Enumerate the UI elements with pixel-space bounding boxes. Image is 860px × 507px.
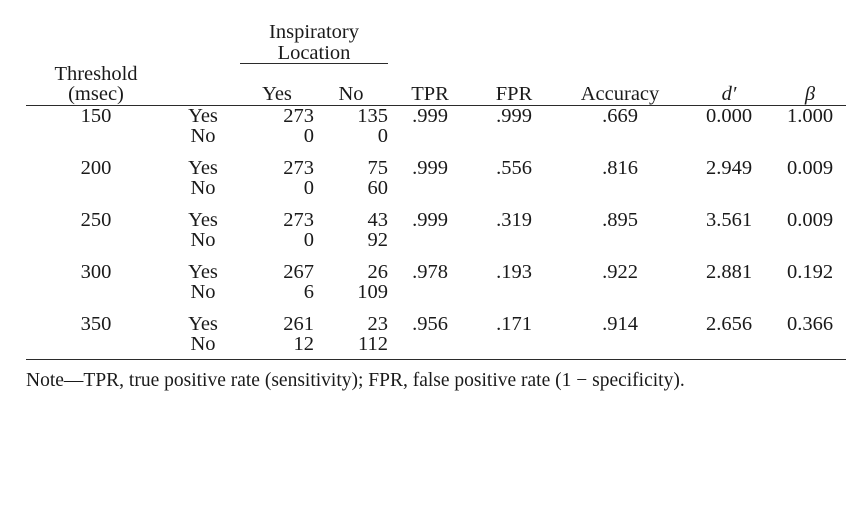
cell-dprime: 2.881 bbox=[705, 260, 753, 283]
cell-accuracy: .895 bbox=[602, 208, 638, 231]
cell-threshold-blank bbox=[26, 230, 166, 251]
spacer-cell bbox=[684, 22, 774, 64]
cell-no: 60 bbox=[367, 177, 389, 199]
cell-threshold-blank bbox=[26, 282, 166, 303]
cell-tpr bbox=[388, 126, 472, 147]
cell-dprime bbox=[684, 334, 774, 355]
table-row bbox=[26, 106, 846, 127]
spacer-cell bbox=[472, 22, 556, 64]
group-gap bbox=[26, 303, 846, 314]
cell-yes: 0 bbox=[303, 177, 314, 199]
cell-fpr: .556 bbox=[496, 156, 532, 179]
cell-yes: 0 bbox=[303, 229, 314, 251]
cell-fpr: .193 bbox=[496, 260, 532, 283]
cell-tpr: .999 bbox=[412, 208, 448, 231]
cell-yes: 267 bbox=[283, 260, 314, 283]
group-gap bbox=[26, 199, 846, 210]
cell-dprime bbox=[684, 178, 774, 199]
column-header-threshold bbox=[26, 64, 166, 106]
cell-response: No bbox=[190, 281, 216, 303]
cell-dprime bbox=[684, 230, 774, 251]
table-row bbox=[26, 158, 846, 179]
cell-tpr bbox=[388, 230, 472, 251]
group-header-inspiratory-location bbox=[240, 22, 388, 64]
table-row bbox=[26, 210, 846, 231]
table-row bbox=[26, 314, 846, 335]
table-row bbox=[26, 282, 846, 303]
cell-threshold: 300 bbox=[80, 260, 112, 283]
cell-dprime: 2.949 bbox=[705, 156, 753, 179]
cell-no: 75 bbox=[367, 156, 389, 179]
cell-no: 92 bbox=[367, 229, 389, 251]
table-note: Note—TPR, true positive rate (sensitivity); FPR, false positive rate (1 − specificity). bbox=[26, 369, 685, 391]
cell-dprime bbox=[684, 282, 774, 303]
cell-fpr bbox=[472, 230, 556, 251]
cell-tpr: .999 bbox=[412, 104, 448, 127]
cell-no: 109 bbox=[357, 281, 389, 303]
cell-beta: 0.009 bbox=[786, 208, 834, 231]
group-header-line2: Location bbox=[277, 41, 351, 64]
column-header-threshold-line2: (msec) bbox=[68, 83, 124, 105]
cell-accuracy bbox=[556, 230, 684, 251]
cell-accuracy: .669 bbox=[602, 104, 638, 127]
cell-tpr bbox=[388, 282, 472, 303]
cell-response: No bbox=[190, 125, 216, 147]
cell-response: Yes bbox=[188, 156, 218, 179]
group-gap bbox=[26, 147, 846, 158]
cell-no: 26 bbox=[367, 260, 389, 283]
cell-yes: 273 bbox=[283, 156, 314, 179]
table-row bbox=[26, 334, 846, 355]
group-header-row bbox=[26, 22, 846, 64]
cell-fpr: .171 bbox=[496, 312, 532, 335]
column-header-beta: β bbox=[804, 83, 816, 105]
column-header-no: No bbox=[338, 83, 364, 105]
cell-yes: 273 bbox=[283, 208, 314, 231]
cell-no: 23 bbox=[367, 312, 389, 335]
cell-dprime: 0.000 bbox=[705, 104, 753, 127]
column-header-tpr: TPR bbox=[411, 83, 449, 105]
cell-threshold: 150 bbox=[80, 104, 112, 127]
spacer-cell bbox=[26, 22, 166, 64]
cell-response: Yes bbox=[188, 260, 218, 283]
cell-accuracy bbox=[556, 334, 684, 355]
cell-response: No bbox=[190, 333, 216, 355]
group-gap bbox=[26, 251, 846, 262]
cell-no: 43 bbox=[367, 208, 389, 231]
cell-response: Yes bbox=[188, 208, 218, 231]
column-header-row bbox=[26, 64, 846, 106]
column-header-accuracy: Accuracy bbox=[580, 83, 660, 105]
spacer-cell bbox=[166, 22, 240, 64]
cell-response: No bbox=[190, 229, 216, 251]
spacer-cell bbox=[556, 22, 684, 64]
column-header-yes: Yes bbox=[262, 83, 292, 105]
column-header-fpr: FPR bbox=[495, 83, 533, 105]
table-row bbox=[26, 262, 846, 283]
cell-fpr: .319 bbox=[496, 208, 532, 231]
cell-fpr bbox=[472, 178, 556, 199]
cell-beta: 1.000 bbox=[786, 104, 834, 127]
spacer-cell bbox=[388, 22, 472, 64]
cell-beta bbox=[774, 282, 846, 303]
spacer-cell bbox=[774, 22, 846, 64]
table-row bbox=[26, 178, 846, 199]
cell-beta: 0.192 bbox=[786, 260, 834, 283]
cell-dprime: 3.561 bbox=[705, 208, 753, 231]
cell-tpr: .978 bbox=[412, 260, 448, 283]
cell-beta bbox=[774, 334, 846, 355]
column-header-dprime: d′ bbox=[721, 83, 737, 105]
cell-threshold-blank bbox=[26, 334, 166, 355]
cell-fpr bbox=[472, 334, 556, 355]
cell-accuracy: .816 bbox=[602, 156, 638, 179]
column-header-response bbox=[166, 64, 240, 106]
cell-no: 0 bbox=[377, 125, 389, 147]
cell-fpr bbox=[472, 282, 556, 303]
cell-accuracy: .914 bbox=[602, 312, 638, 335]
cell-threshold: 250 bbox=[80, 208, 112, 231]
cell-fpr bbox=[472, 126, 556, 147]
statistics-table bbox=[26, 22, 846, 360]
cell-threshold: 350 bbox=[80, 312, 112, 335]
cell-threshold: 200 bbox=[80, 156, 112, 179]
cell-dprime bbox=[684, 126, 774, 147]
cell-threshold-blank bbox=[26, 126, 166, 147]
cell-response: Yes bbox=[188, 312, 218, 335]
cell-tpr bbox=[388, 334, 472, 355]
bottom-rule bbox=[26, 359, 846, 360]
cell-threshold-blank bbox=[26, 178, 166, 199]
cell-yes: 6 bbox=[303, 281, 314, 303]
group-header-line1: Inspiratory bbox=[269, 21, 359, 43]
cell-yes: 261 bbox=[283, 312, 314, 335]
cell-accuracy bbox=[556, 178, 684, 199]
column-header-threshold-line1: Threshold bbox=[54, 62, 138, 85]
cell-accuracy: .922 bbox=[602, 260, 638, 283]
cell-yes: 12 bbox=[293, 333, 314, 355]
table-row bbox=[26, 126, 846, 147]
cell-beta: 0.009 bbox=[786, 156, 834, 179]
cell-beta: 0.366 bbox=[786, 312, 834, 335]
cell-accuracy bbox=[556, 126, 684, 147]
cell-beta bbox=[774, 230, 846, 251]
cell-tpr: .956 bbox=[412, 312, 448, 335]
cell-fpr: .999 bbox=[496, 104, 532, 127]
cell-beta bbox=[774, 126, 846, 147]
cell-tpr: .999 bbox=[412, 156, 448, 179]
cell-yes: 273 bbox=[283, 104, 314, 127]
cell-response: Yes bbox=[188, 104, 218, 127]
table-row bbox=[26, 230, 846, 251]
cell-no: 135 bbox=[357, 104, 389, 127]
cell-response: No bbox=[190, 177, 216, 199]
cell-accuracy bbox=[556, 282, 684, 303]
cell-yes: 0 bbox=[303, 125, 314, 147]
cell-tpr bbox=[388, 178, 472, 199]
cell-dprime: 2.656 bbox=[705, 312, 753, 335]
cell-no: 112 bbox=[358, 333, 389, 355]
cell-beta bbox=[774, 178, 846, 199]
